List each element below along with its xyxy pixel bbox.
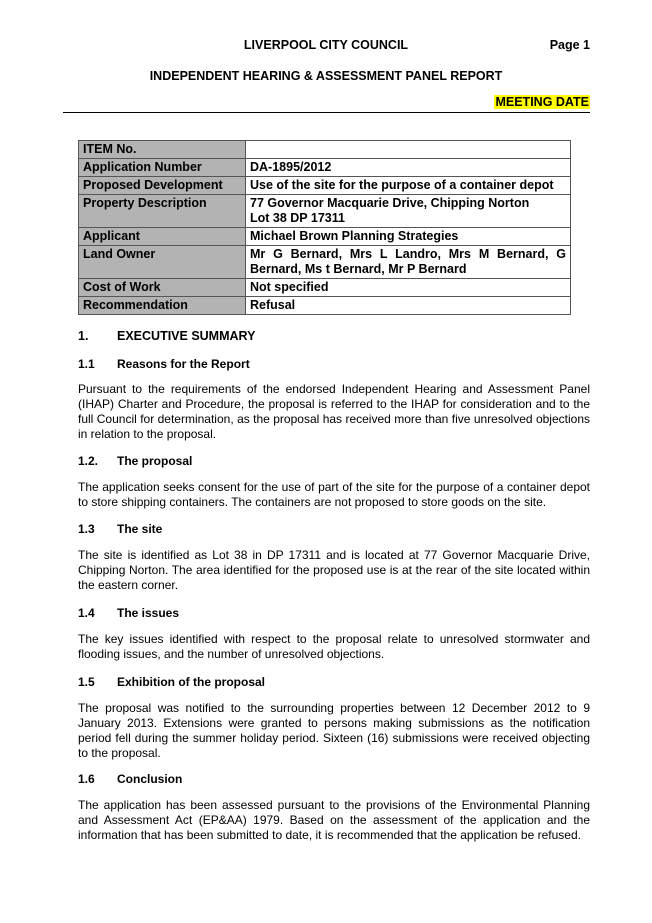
- report-title: INDEPENDENT HEARING & ASSESSMENT PANEL REPORT: [149, 69, 503, 83]
- paragraph-site: The site is identified as Lot 38 in DP 17311 and is located at 77 Governor Macquarie Drive, Chipping Norton. The area identified for the proposed use is at the rear of the site located within the eastern corner.: [78, 548, 590, 592]
- item-no-value: [246, 141, 571, 159]
- property-description-label: Property Description: [79, 195, 246, 228]
- subsection-title: Exhibition of the proposal: [117, 675, 265, 689]
- proposed-development-value: Use of the site for the purpose of a container depot: [246, 177, 571, 195]
- subsection-number: 1.1: [78, 357, 95, 371]
- paragraph-conclusion: The application has been assessed pursuant to the provisions of the Environmental Planning and Assessment Act (EP&AA) 1979. Based on the assessment of the application and the information that has been submitted to date, it is recommended that the application be refused.: [78, 798, 590, 842]
- cost-of-work-value: Not specified: [246, 279, 571, 297]
- subsection-title: Conclusion: [117, 772, 183, 786]
- property-description-value: [246, 195, 571, 228]
- table-row: [79, 141, 571, 159]
- subsection-heading-1-2: [78, 454, 590, 468]
- subsection-number: 1.6: [78, 772, 95, 786]
- subsection-title: The site: [117, 522, 163, 536]
- property-address: 77 Governor Macquarie Drive, Chipping Norton: [250, 196, 530, 210]
- property-lot: Lot 38 DP 17311: [250, 211, 345, 225]
- item-no-label: ITEM No.: [79, 141, 246, 159]
- subsection-heading-1-3: [78, 522, 590, 536]
- section-title: EXECUTIVE SUMMARY: [117, 329, 256, 343]
- page-number: Page 1: [549, 38, 590, 52]
- subsection-title: The proposal: [117, 454, 193, 468]
- table-row: [79, 195, 571, 228]
- recommendation-value: Refusal: [246, 297, 571, 315]
- subsection-heading-1-1: [78, 357, 590, 371]
- subsection-heading-1-5: [78, 675, 590, 689]
- executive-summary-heading: [78, 329, 590, 343]
- land-owner-value: Mr G Bernard, Mrs L Landro, Mrs M Bernard, G Bernard, Ms t Bernard, Mr P Bernard: [246, 246, 571, 279]
- paragraph-issues: The key issues identified with respect to the proposal relate to unresolved stormwater and flooding issues, and the number of unresolved objections.: [78, 632, 590, 661]
- land-owner-label: Land Owner: [79, 246, 246, 279]
- paragraph-proposal: The application seeks consent for the use of part of the site for the purpose of a container depot to store shipping containers. The containers are not proposed to store goods on the site.: [78, 480, 590, 509]
- subsection-number: 1.4: [78, 606, 95, 620]
- proposed-development-label: Proposed Development: [79, 177, 246, 195]
- meeting-date-highlight: MEETING DATE: [495, 95, 589, 109]
- table-row: [79, 159, 571, 177]
- subsection-number: 1.3: [78, 522, 95, 536]
- applicant-label: Applicant: [79, 228, 246, 246]
- subsection-title: Reasons for the Report: [117, 357, 250, 371]
- header-divider: [63, 112, 590, 113]
- table-row: [79, 297, 571, 315]
- subsection-number: 1.5: [78, 675, 95, 689]
- application-number-value: DA-1895/2012: [246, 159, 571, 177]
- council-name: LIVERPOOL CITY COUNCIL: [243, 38, 409, 52]
- paragraph-exhibition: The proposal was notified to the surrounding properties between 12 December 2012 to 9 January 2013. Extensions were granted to persons making submissions as the notification period fell during the summer holiday period. Sixteen (16) submissions were received objecting to the proposal.: [78, 701, 590, 760]
- subsection-number: 1.2.: [78, 454, 99, 468]
- table-row: [79, 246, 571, 279]
- applicant-value: Michael Brown Planning Strategies: [246, 228, 571, 246]
- application-number-label: Application Number: [79, 159, 246, 177]
- subsection-heading-1-4: [78, 606, 590, 620]
- table-row: [79, 228, 571, 246]
- table-row: [79, 279, 571, 297]
- cost-of-work-label: Cost of Work: [79, 279, 246, 297]
- recommendation-label: Recommendation: [79, 297, 246, 315]
- table-row: [79, 177, 571, 195]
- subsection-heading-1-6: [78, 772, 590, 786]
- subsection-title: The issues: [117, 606, 180, 620]
- section-number: 1.: [78, 329, 89, 343]
- application-info-table: [78, 140, 571, 315]
- paragraph-reasons: Pursuant to the requirements of the endorsed Independent Hearing and Assessment Panel (IHAP) Charter and Procedure, the proposal is referred to the IHAP for consideration and to the full Council for determination, as the proposal has received more than five unresolved objections in relation to the proposal.: [78, 382, 590, 441]
